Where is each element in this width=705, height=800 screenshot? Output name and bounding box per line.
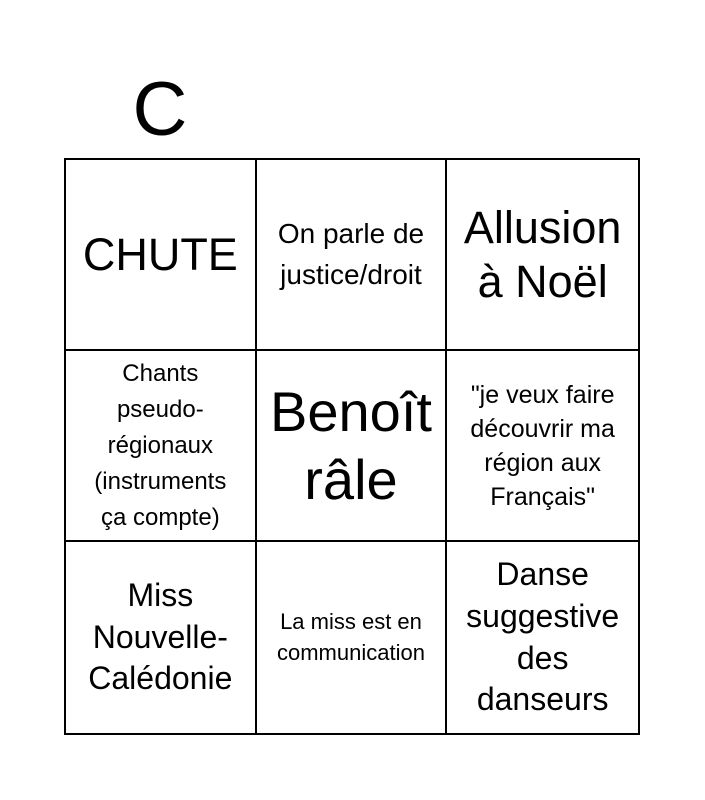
bingo-cell-label: Miss Nouvelle-Calédonie bbox=[88, 577, 233, 697]
bingo-cell-label: On parle de justice/droit bbox=[277, 218, 425, 290]
bingo-cell[interactable] bbox=[66, 542, 257, 733]
bingo-cell[interactable] bbox=[447, 160, 638, 351]
bingo-cell-label: "je veux faire découvrir ma région aux Français" bbox=[470, 380, 615, 511]
bingo-card-title: C bbox=[132, 67, 188, 152]
bingo-cell-label: Benoît râle bbox=[270, 380, 432, 511]
bingo-cell-label: Chants pseudo-régionaux (instruments ça compte) bbox=[94, 359, 227, 531]
bingo-cell[interactable] bbox=[66, 160, 257, 351]
bingo-cell[interactable] bbox=[257, 160, 448, 351]
bingo-cell[interactable] bbox=[257, 542, 448, 733]
bingo-cell[interactable] bbox=[447, 351, 638, 542]
bingo-cell[interactable] bbox=[66, 351, 257, 542]
bingo-cell[interactable] bbox=[257, 351, 448, 542]
bingo-cell-label: La miss est en communication bbox=[277, 608, 425, 665]
bingo-grid bbox=[64, 158, 640, 735]
bingo-cell-label: Danse suggestive des danseurs bbox=[466, 556, 620, 718]
bingo-cell-label: Allusion à Noël bbox=[463, 201, 622, 307]
bingo-cell-label: CHUTE bbox=[82, 228, 238, 280]
bingo-cell[interactable] bbox=[447, 542, 638, 733]
